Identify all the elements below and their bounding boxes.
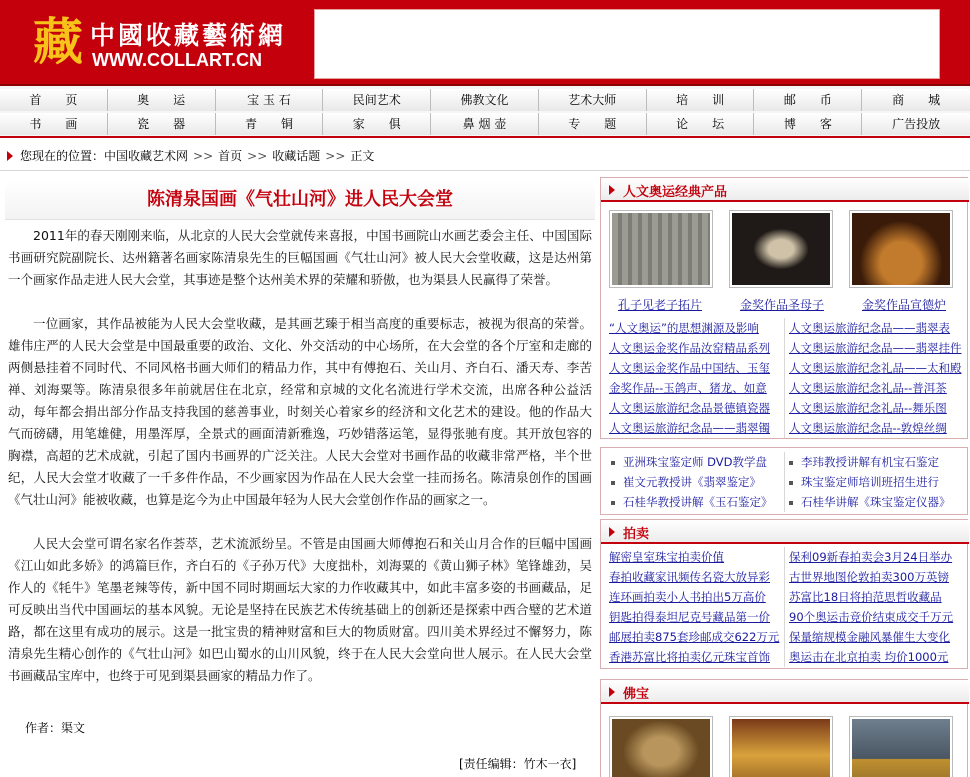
olympic-link[interactable]: 人文奥运旅游纪念礼品--普洱茶 bbox=[789, 381, 947, 395]
logo-seal-icon: 藏 bbox=[33, 12, 83, 71]
breadcrumb bbox=[0, 143, 970, 171]
olympic-link[interactable]: 人文奥运金奖作品汝窑精品系列 bbox=[609, 341, 770, 355]
olympic-link[interactable]: 人文奥运旅游纪念品——翡翠表 bbox=[789, 321, 950, 335]
appraisal-link[interactable] bbox=[789, 472, 965, 492]
auction-links-left bbox=[609, 547, 781, 667]
olympic-link[interactable]: 人文奥运旅游纪念礼品——太和殿 bbox=[789, 361, 962, 375]
temple-ceremony-image bbox=[732, 719, 830, 777]
auction-link[interactable]: 连环画拍卖小人书拍出5万高价 bbox=[609, 590, 766, 604]
breadcrumb-prefix: 您现在的位置： bbox=[20, 149, 105, 163]
appraisal-link[interactable] bbox=[611, 472, 783, 492]
breadcrumb-item-home[interactable]: 首页 bbox=[218, 149, 243, 163]
buddhist-thumbnail[interactable] bbox=[609, 716, 713, 777]
breadcrumb-separator: >> bbox=[247, 149, 268, 163]
sidebar-section-title: 人文奥运经典产品 bbox=[623, 185, 728, 200]
nav-item[interactable]: 青 铜 bbox=[216, 113, 324, 135]
breadcrumb-item-home-site[interactable]: 中国收藏艺术网 bbox=[104, 149, 189, 163]
auction-link[interactable]: 保利09新春拍卖会3月24日举办 bbox=[789, 550, 953, 564]
buddhist-thumbnail[interactable] bbox=[849, 716, 953, 777]
nav-item[interactable]: 鼻 烟 壶 bbox=[431, 113, 539, 135]
breadcrumb-item-topic[interactable]: 收藏话题 bbox=[272, 149, 321, 163]
auction-link[interactable]: 春拍收藏家讯频传名瓷大放异彩 bbox=[609, 570, 770, 584]
section-arrow-icon bbox=[609, 687, 615, 697]
article-paragraph: 2011年的春天刚刚来临，从北京的人民大会堂就传来喜报，中国书画院山水画艺委会主任、中国国际书画研究院副院长、达州籍著名画家陈清泉先生的巨幅国画《气壮山河》被人民大会堂收藏，这是达州第一个画家作品走进人民大会堂，其事迹是整个达州美术界的荣耀和骄傲，也为渠县人民赢得了荣誉。 bbox=[8, 228, 592, 287]
bullet-icon bbox=[789, 461, 793, 465]
bullet-icon bbox=[611, 501, 615, 505]
appraisal-links-right bbox=[789, 452, 965, 512]
sidebar-olympic-products bbox=[600, 177, 968, 439]
sidebar-section-header bbox=[601, 680, 969, 704]
main-nav bbox=[0, 86, 970, 138]
monks-procession-image bbox=[852, 719, 950, 777]
breadcrumb-separator: >> bbox=[325, 149, 346, 163]
logo-domain-text: WWW.COLLART.CN bbox=[92, 50, 262, 70]
appraisal-link-text: 珠宝鉴定师培训班招生进行 bbox=[801, 475, 939, 489]
nav-item[interactable]: 奥 运 bbox=[108, 89, 216, 111]
olympic-link[interactable]: 人文奥运旅游纪念品——翡翠镯 bbox=[609, 421, 770, 435]
olympic-link[interactable]: 人文奥运旅游纪念品--敦煌丝绸 bbox=[789, 421, 947, 435]
section-arrow-icon bbox=[609, 527, 615, 537]
nav-item[interactable]: 邮 币 bbox=[754, 89, 862, 111]
auction-link[interactable]: 邮展拍卖875套珍邮成交622万元 bbox=[609, 630, 780, 644]
sidebar-section-header bbox=[601, 178, 969, 202]
appraisal-link[interactable] bbox=[789, 452, 965, 472]
sidebar-section-header bbox=[601, 520, 969, 544]
bullet-icon bbox=[611, 461, 615, 465]
nav-row-primary bbox=[0, 89, 970, 111]
buddhist-thumbnail[interactable] bbox=[729, 716, 833, 777]
sidebar bbox=[600, 177, 970, 777]
nav-item[interactable]: 家 俱 bbox=[323, 113, 431, 135]
auction-link[interactable]: 保量缩规模金融风暴催生大变化 bbox=[789, 630, 950, 644]
appraisal-link-text: 石桂华教授讲解《玉石鉴定》 bbox=[623, 495, 773, 509]
sidebar-section-title: 拍卖 bbox=[623, 527, 650, 542]
nav-item[interactable]: 艺术大师 bbox=[539, 89, 647, 111]
nav-item[interactable]: 博 客 bbox=[754, 113, 862, 135]
nav-item[interactable]: 培 训 bbox=[647, 89, 755, 111]
appraisal-link[interactable] bbox=[611, 492, 783, 512]
olympic-link[interactable]: “人文奥运”的思想渊源及影响 bbox=[609, 321, 759, 335]
olympic-link[interactable]: 人文奥运旅游纪念品——翡翠挂件 bbox=[789, 341, 962, 355]
article-paragraph: 人民大会堂可谓名家名作荟萃，艺术流派纷呈。不管是由国画大师傅抱石和关山月合作的巨幅中国画《江山如此多娇》的鸿篇巨作，齐白石的《子孙万代》大度拙朴，刘海粟的《黄山狮子林》笔锋雄劲，吴作人的《牦牛》笔墨老辣等传，新中国不同时期画坛大家的力作收藏其中，如此丰富多姿的书画藏品，足可反映出当代中国画坛的基本风貌。无论是坚持在民族艺术传统基础上的创新还是探索中西合璧的艺术道路，都在这里有成功的展示。这是一批宝贵的精神财富和巨大的物质财富。四川美术界经过不懈努力，陈清泉先生精心创作的《气壮山河》如巴山蜀水的山川风貌，终于在人民大会堂向世人展示。在人民大会堂书画藏品宝库中，也终于可见到渠县画家的精品力作了。 bbox=[8, 536, 592, 683]
bullet-icon bbox=[611, 481, 615, 485]
appraisal-link[interactable] bbox=[611, 452, 783, 472]
product-thumbnail[interactable] bbox=[729, 210, 833, 288]
breadcrumb-item-current: 正文 bbox=[350, 149, 375, 163]
product-thumbnail[interactable] bbox=[849, 210, 953, 288]
column-divider bbox=[784, 547, 785, 667]
article-author: 作者：渠文 bbox=[25, 721, 86, 735]
article bbox=[5, 177, 595, 777]
auction-link[interactable]: 钥匙拍得泰坦尼克号藏品第一价 bbox=[609, 610, 770, 624]
article-paragraph: 一位画家，其作品被能为人民大会堂收藏，是其画艺臻于相当高度的重要标志，被视为很高的荣誉。雄伟庄严的人民大会堂是中国最重要的政治、文化、外交活动的中心场所，在大会堂的各个厅室和走廊的两侧悬挂着不同时代、不同风格书画大师们的精品力作，其中有傅抱石、关山月、齐白石、潘天寿、李苦禅、刘海粟等。陈清泉很多年前就居住在北京，经常和京城的文化名流进行学术交流，出席各种公益活动，每年都会捐出部分作品支持我国的慈善事业，时刻关心着家乡的经济和文化艺术的建设。他的作品大气而磅礴，用笔雄健，用墨浑厚，全景式的画面清新雅逸，巧妙错落运笔，显得张驰有度。其开放包容的胸襟，高超的艺术成就，引起了国内书画界的广泛关注。人民大会堂对书画作品的收藏非常严格，半个世纪，人民大会堂才收藏了一千多件作品，不少画家因为作品在人民大会堂一挂而扬名。陈清泉创作的国画《气壮山河》能被收藏，也算是迄今为止中国最年轻为人民大会堂创作作品的画家之一。 bbox=[8, 316, 592, 507]
site-header bbox=[0, 0, 970, 86]
appraisal-link[interactable] bbox=[789, 492, 965, 512]
thumbnail-caption[interactable]: 金奖作品圣母子 bbox=[739, 298, 824, 312]
section-arrow-icon bbox=[609, 185, 615, 195]
auction-link[interactable]: 解密皇室珠宝拍卖价值 bbox=[609, 550, 724, 564]
nav-item[interactable]: 首 页 bbox=[0, 89, 108, 111]
header-banner bbox=[314, 9, 940, 79]
nav-item[interactable]: 广告投放 bbox=[862, 113, 970, 135]
olympic-links-left bbox=[609, 318, 781, 438]
olympic-link[interactable]: 人文奥运旅游纪念品景德镇瓷器 bbox=[609, 401, 770, 415]
article-title: 陈清泉国画《气壮山河》进人民大会堂 bbox=[5, 180, 595, 220]
nav-item[interactable]: 专 题 bbox=[539, 113, 647, 135]
appraisal-link-text: 亚洲珠宝鉴定师 DVD教学盘 bbox=[623, 455, 768, 469]
site-logo[interactable] bbox=[28, 10, 298, 76]
auction-link[interactable]: 苏富比18日将拍范思哲收藏品 bbox=[789, 590, 942, 604]
nav-item[interactable]: 论 坛 bbox=[647, 113, 755, 135]
appraisal-links-left bbox=[611, 452, 783, 512]
nav-item[interactable]: 书 画 bbox=[0, 113, 108, 135]
nav-item[interactable]: 瓷 器 bbox=[108, 113, 216, 135]
article-editor: [责任编辑：竹木一衣] bbox=[459, 757, 577, 771]
olympic-link[interactable]: 人文奥运金奖作品中国结、玉玺 bbox=[609, 361, 770, 375]
appraisal-link-text: 李玮教授讲解有机宝石鉴定 bbox=[801, 455, 939, 469]
rubbing-image bbox=[612, 213, 710, 285]
auction-link[interactable]: 奥运击在北京拍卖 均价1000元 bbox=[789, 650, 949, 664]
logo-chinese-text: 中國收藏藝術網 bbox=[90, 21, 287, 50]
product-thumbnail[interactable] bbox=[609, 210, 713, 288]
appraisal-link-text: 崔文元教授讲《翡翠鉴定》 bbox=[623, 475, 761, 489]
column-divider bbox=[784, 318, 785, 438]
bullet-icon bbox=[789, 501, 793, 505]
sidebar-section-title: 佛宝 bbox=[623, 687, 650, 702]
auction-link[interactable]: 90个奥运击竞价结束成交千万元 bbox=[789, 610, 954, 624]
nav-item[interactable]: 宝 玉 石 bbox=[216, 89, 324, 111]
auction-link[interactable]: 古世界地图伦敦拍卖300万英镑 bbox=[789, 570, 949, 584]
appraisal-link-text: 石桂华讲解《珠宝鉴定仪器》 bbox=[801, 495, 951, 509]
nav-item[interactable]: 佛教文化 bbox=[431, 89, 539, 111]
column-divider bbox=[784, 452, 785, 512]
sculpture-image bbox=[732, 213, 830, 285]
sidebar-buddhist-treasures bbox=[600, 679, 968, 777]
nav-item[interactable]: 民间艺术 bbox=[323, 89, 431, 111]
nav-item[interactable]: 商 城 bbox=[862, 89, 970, 111]
breadcrumb-separator: >> bbox=[193, 149, 214, 163]
olympic-link[interactable]: 人文奥运旅游纪念礼品--舞乐图 bbox=[789, 401, 947, 415]
sidebar-appraisal-links bbox=[600, 447, 968, 515]
olympic-links-right bbox=[789, 318, 963, 438]
article-body bbox=[8, 225, 592, 709]
thumbnail-caption[interactable]: 金奖作品宣德炉 bbox=[861, 298, 946, 312]
censer-image bbox=[852, 213, 950, 285]
olympic-link[interactable]: 金奖作品--玉鸽声、猪龙、如意 bbox=[609, 381, 767, 395]
nav-row-secondary bbox=[0, 113, 970, 135]
auction-links-right bbox=[789, 547, 963, 667]
breadcrumb-arrow-icon bbox=[7, 151, 13, 161]
bullet-icon bbox=[789, 481, 793, 485]
thumbnail-caption[interactable]: 孔子见老子拓片 bbox=[617, 298, 702, 312]
auction-link[interactable]: 香港苏富比将拍卖亿元珠宝首饰 bbox=[609, 650, 770, 664]
sidebar-auction bbox=[600, 519, 968, 669]
stone-buddha-image bbox=[612, 719, 710, 777]
